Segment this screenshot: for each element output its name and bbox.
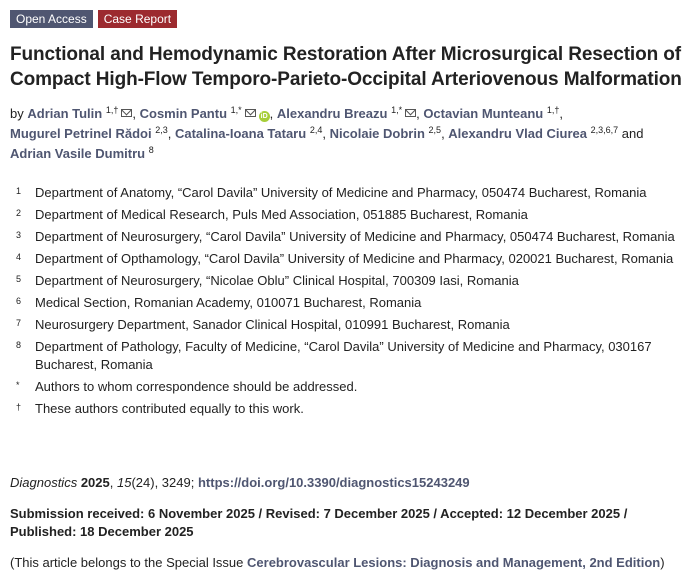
author-link[interactable]: Catalina-Ioana Tataru xyxy=(174,126,307,141)
citation-article: , 3249; xyxy=(154,475,195,490)
email-icon[interactable] xyxy=(121,109,132,117)
author-affiliation-marker: 1,* xyxy=(230,105,242,115)
author-affiliation-marker: 2,5 xyxy=(428,125,442,135)
affiliation-item xyxy=(10,228,692,246)
journal-name: Diagnostics xyxy=(10,475,78,490)
affiliation-text: These authors contributed equally to this work. xyxy=(35,401,304,416)
affiliation-marker: † xyxy=(16,402,22,412)
affiliation-item xyxy=(10,184,692,202)
affiliation-marker: 7 xyxy=(16,318,22,328)
special-issue-prefix: (This article belongs to the Special Issue xyxy=(10,555,248,570)
affiliation-marker: 6 xyxy=(16,296,22,306)
affiliation-marker: 4 xyxy=(16,252,22,262)
special-issue-note xyxy=(10,554,665,572)
affiliation-item xyxy=(10,250,692,268)
author-link[interactable]: Adrian Vasile Dumitru xyxy=(10,146,146,161)
affiliation-text: Neurosurgery Department, Sanador Clinical Hospital, 010991 Bucharest, Romania xyxy=(35,317,510,332)
article-title: Functional and Hemodynamic Restoration After Microsurgical Resection of Compact High-Flow Temporo-Parieto-Occipital Arteriovenous Malformation xyxy=(10,44,682,90)
email-icon[interactable] xyxy=(245,109,256,117)
open-access-badge[interactable]: Open Access xyxy=(10,10,93,28)
author-link[interactable]: Cosmin Pantu xyxy=(139,106,228,121)
article-header xyxy=(10,10,692,422)
affiliation-text: Department of Neurosurgery, “Nicolae Oblu” Clinical Hospital, 700309 Iasi, Romania xyxy=(35,273,519,288)
affiliation-marker: 2 xyxy=(16,208,22,218)
author-link[interactable]: Alexandru Vlad Ciurea xyxy=(448,126,588,141)
affiliation-item xyxy=(10,206,692,224)
special-issue-suffix: ) xyxy=(660,555,665,570)
citation-volume: 15 xyxy=(116,475,132,490)
doi-link[interactable]: https://doi.org/10.3390/diagnostics15243249 xyxy=(197,475,470,490)
affiliation-marker: 5 xyxy=(16,274,22,284)
affiliation-list xyxy=(10,184,692,418)
affiliation-item xyxy=(10,294,692,312)
affiliation-text: Department of Anatomy, “Carol Davila” University of Medicine and Pharmacy, 050474 Bucharest, Romania xyxy=(35,185,647,200)
author-link[interactable]: Nicolaie Dobrin xyxy=(329,126,425,141)
citation-line: Diagnostics 2025, 15(24), 3249; https://doi.org/10.3390/diagnostics15243249 xyxy=(10,475,470,490)
affiliation-marker: * xyxy=(16,380,20,390)
email-icon[interactable] xyxy=(405,109,416,117)
badge-row xyxy=(10,10,692,28)
affiliation-text: Department of Opthamology, “Carol Davila” University of Medicine and Pharmacy, 020021 Bucharest, Romania xyxy=(35,251,674,266)
affiliation-marker: 3 xyxy=(16,230,22,240)
author-affiliation-marker: 8 xyxy=(148,145,154,155)
affiliation-item xyxy=(10,400,692,418)
affiliation-item xyxy=(10,272,692,290)
author-affiliation-marker: 1,† xyxy=(105,105,119,115)
affiliation-text: Department of Medical Research, Puls Med Association, 051885 Bucharest, Romania xyxy=(35,207,528,222)
author-affiliation-marker: 2,3 xyxy=(155,125,168,135)
author-affiliation-marker: 1,* xyxy=(391,105,403,115)
author-link[interactable]: Adrian Tulin xyxy=(27,106,103,121)
affiliation-text: Medical Section, Romanian Academy, 010071 Bucharest, Romania xyxy=(35,295,422,310)
author-list: by Adrian Tulin $^{1,\dagger}$ , Cosmin Pantu $^{1,*}$iD , Alexandru Breazu $^{1,*}$ , Octavian Munteanu $^{1,\dagger}$, Mugurel Petrinel Rădoi $^{2,3}$, Catalina-Ioana Tataru $^{2,4}$, Nicolaie Dobrin $^{2,5}$, Alexandru Vlad Ciurea $^{2,3,6,7}$ and Adrian Vasile Dumitru $^8$ xyxy=(10,105,644,161)
affiliation-text: Authors to whom correspondence should be addressed. xyxy=(35,379,358,394)
author-affiliation-marker: 2,4 xyxy=(309,125,323,135)
by-label: by xyxy=(10,106,24,121)
and-label: and xyxy=(621,126,644,141)
author-affiliation-marker: 2,3,6,7 xyxy=(590,125,619,135)
citation-issue: (24) xyxy=(131,475,155,490)
special-issue-link[interactable]: Cerebrovascular Lesions: Diagnosis and Management, 2nd Edition xyxy=(247,555,661,570)
affiliation-item xyxy=(10,316,692,334)
affiliation-marker: 1 xyxy=(16,186,22,196)
author-affiliation-marker: 1,† xyxy=(546,105,560,115)
affiliation-item xyxy=(10,338,692,374)
affiliation-text: Department of Neurosurgery, “Carol Davila” University of Medicine and Pharmacy, 050474 Bucharest, Romania xyxy=(35,229,675,244)
affiliation-marker: 8 xyxy=(16,340,22,350)
affiliation-text: Department of Pathology, Faculty of Medicine, “Carol Davila” University of Medicine and Pharmacy, 030167 Bucharest, Romania xyxy=(35,339,652,372)
author-link[interactable]: Octavian Munteanu xyxy=(423,106,544,121)
author-link[interactable]: Alexandru Breazu xyxy=(276,106,388,121)
publication-dates: Submission received: 6 November 2025 / Revised: 7 December 2025 / Accepted: 12 December 2025 / Published: 18 December 2025 xyxy=(10,506,628,539)
affiliation-item xyxy=(10,378,692,396)
case-report-badge[interactable]: Case Report xyxy=(98,10,177,28)
orcid-icon[interactable]: iD xyxy=(260,113,268,120)
citation-year: 2025 xyxy=(80,475,110,490)
author-link[interactable]: Mugurel Petrinel Rădoi xyxy=(10,126,152,141)
